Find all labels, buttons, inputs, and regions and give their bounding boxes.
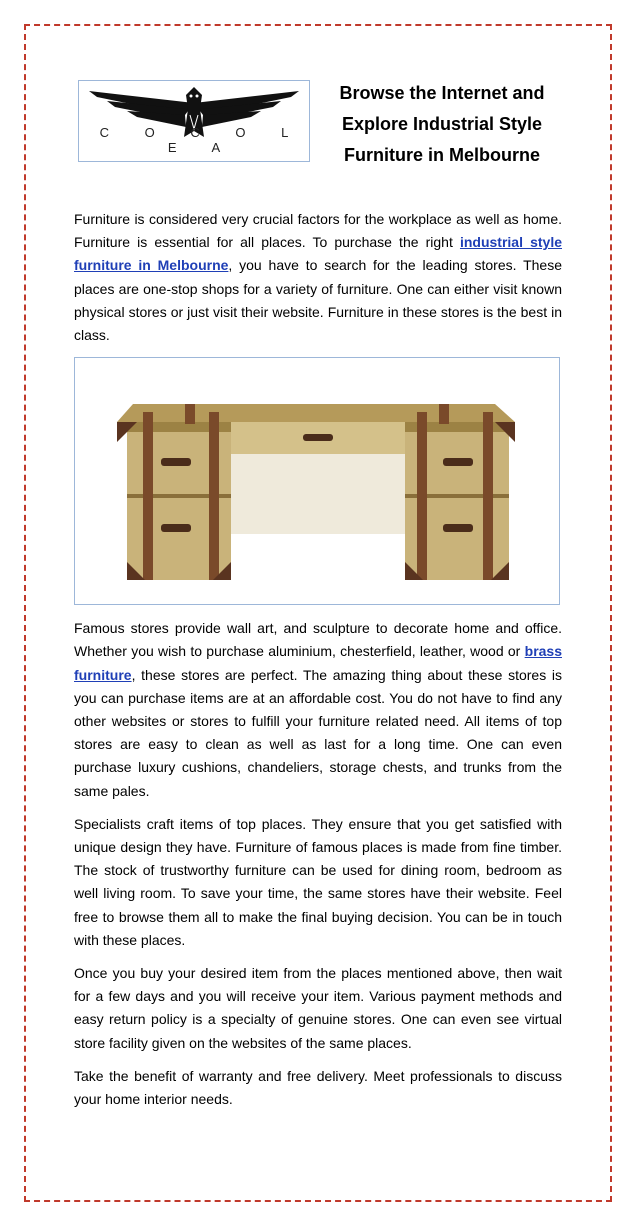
header bbox=[74, 76, 564, 166]
brass-furniture-link[interactable]: brass furniture bbox=[74, 643, 562, 683]
desk-illustration bbox=[75, 358, 559, 604]
cocolea-logo bbox=[78, 80, 310, 162]
title-line: Furniture in Melbourne bbox=[344, 145, 540, 165]
title-line: Explore Industrial Style bbox=[341, 114, 543, 134]
title-line: Browse the Internet and bbox=[339, 83, 545, 103]
page-title bbox=[322, 78, 562, 171]
article-body bbox=[74, 208, 562, 1121]
paragraph-delivery: Once you buy your desired item from the places mentioned above, then wait for a few days and you will receive your item. Various payment methods and easy return policy is a specialty of genuine stores. One can even see virtual store facility given on the websites of the same places. bbox=[74, 965, 562, 1051]
paragraph-intro: Furniture is considered very crucial factors for the workplace as well as home. Furniture is essential for all places. To purchase the right industrial style furniture in Melbourne, you have to search for the leading stores. These places are one-stop shops for a variety of furniture. One can either visit known physical stores or just visit their website. Furniture in these stores is the best in class. bbox=[74, 211, 562, 344]
paragraph-specialists: Specialists craft items of top places. They ensure that you get satisfied with unique design they have. Furniture of famous places is made from fine timber. The stock of trustworthy furniture can be used for dining room, bedroom as well living room. To save your time, the same stores have their website. Feel free to browse them all to make the final buying decision. You can be in touch with these places. bbox=[74, 815, 562, 948]
logo-wordmark: C O C O L E A bbox=[99, 125, 305, 155]
paragraph-warranty: Take the benefit of warranty and free delivery. Meet professionals to discuss your home interior needs. bbox=[74, 1067, 562, 1108]
paragraph-stores: Famous stores provide wall art, and sculpture to decorate home and office. Whether you wish to purchase aluminium, chesterfield, leather, wood or brass furniture, these stores are perfect. The amazing thing about these stores is you can purchase items are at an affordable cost. You do not have to find any other websites or stores to fulfill your furniture related need. All items of top stores are easy to clean as well as last for a long time. One can even purchase luxury cushions, chandeliers, storage chests, and trunks from the same pales. bbox=[74, 620, 562, 799]
brass-desk-image bbox=[74, 357, 560, 605]
industrial-furniture-link[interactable]: industrial style furniture in Melbourne bbox=[74, 234, 562, 274]
